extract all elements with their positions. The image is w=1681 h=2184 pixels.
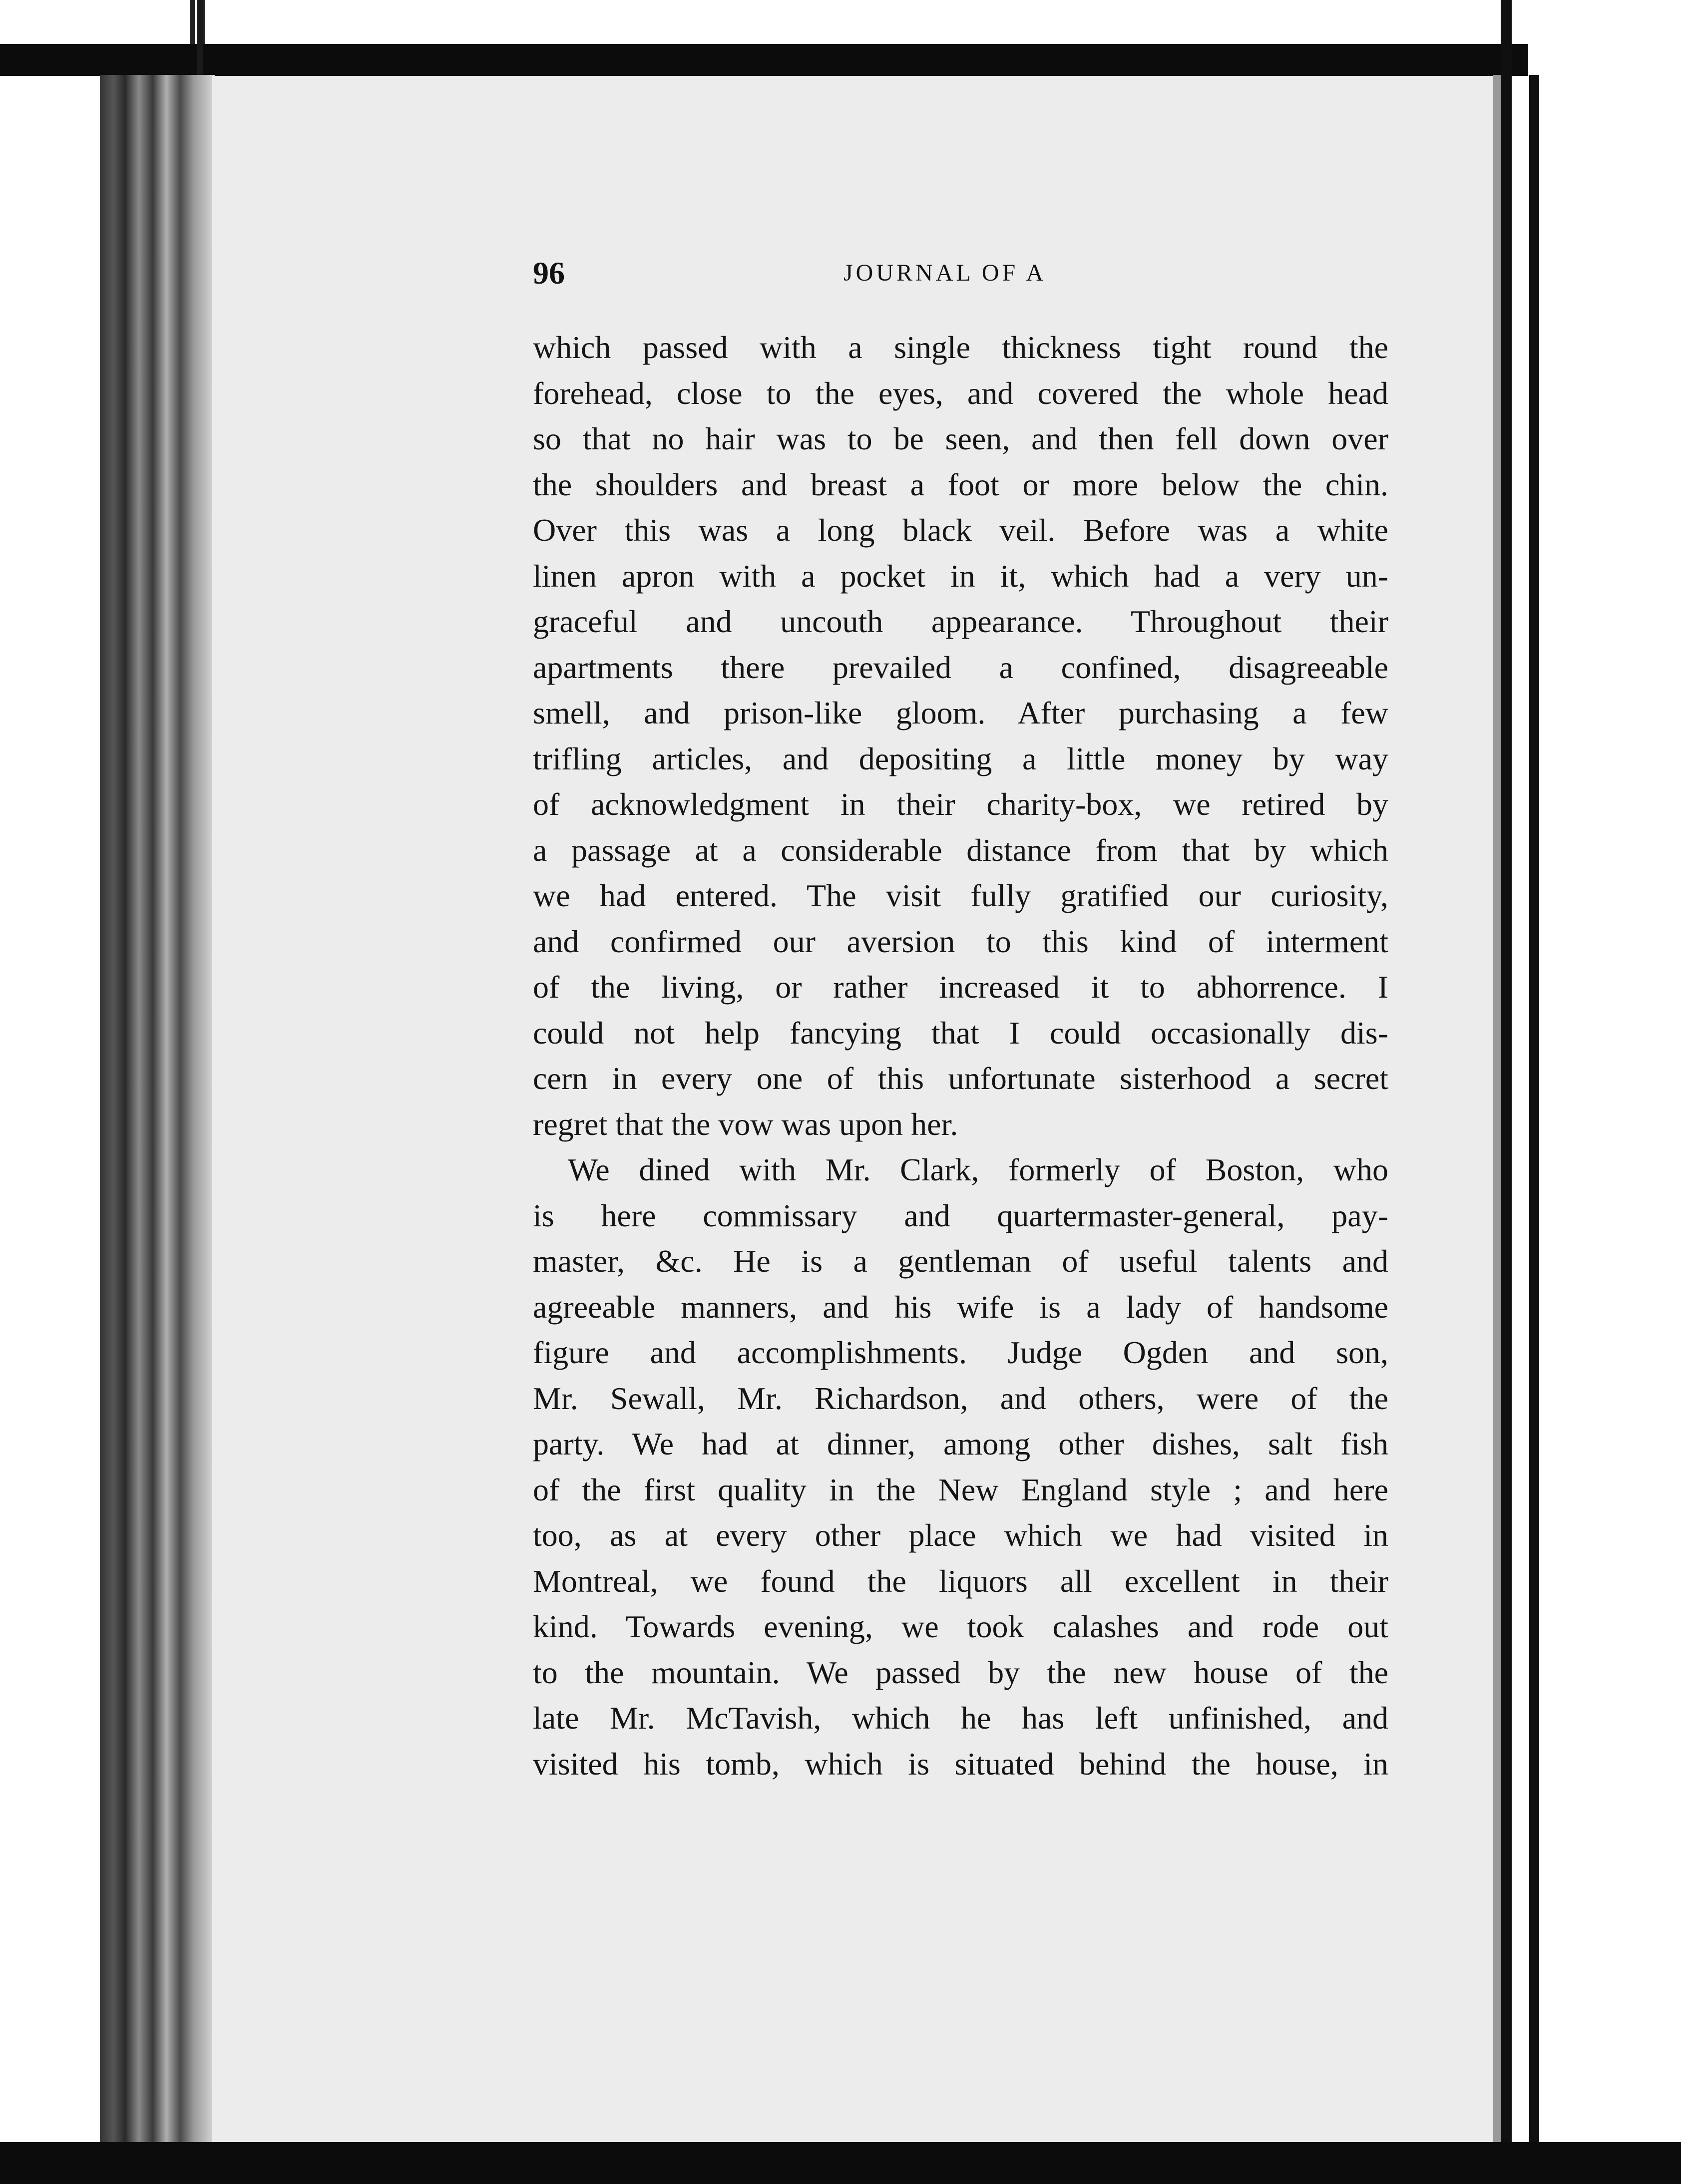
text-line: could not help fancying that I could occasionally dis- — [533, 1015, 1388, 1051]
page-number: 96 — [533, 255, 565, 291]
text-line: cern in every one of this unfortunate sisterhood a secret — [533, 1061, 1388, 1096]
text-line: of the first quality in the New England style ; and here — [533, 1471, 1388, 1507]
text-line: Over this was a long black veil. Before was a white — [533, 512, 1388, 548]
text-line: linen apron with a pocket in it, which had a very un- — [533, 558, 1388, 594]
text-line: agreeable manners, and his wife is a lady of handsome — [533, 1289, 1388, 1325]
text-line: master, &c. He is a gentleman of useful talents and — [533, 1243, 1388, 1279]
book-spine-shadow — [100, 75, 215, 2147]
body-text — [533, 325, 1388, 1787]
film-frame-right-line-outer — [1529, 75, 1539, 2147]
text-line: a passage at a considerable distance from that by which — [533, 832, 1388, 868]
text-line: of the living, or rather increased it to abhorrence. I — [533, 969, 1388, 1005]
text-line: trifling articles, and depositing a little money by way — [533, 740, 1388, 776]
text-line: party. We had at dinner, among other dishes, salt fish — [533, 1426, 1388, 1461]
running-head — [533, 248, 1388, 298]
text-line: apartments there prevailed a confined, disagreeable — [533, 649, 1388, 685]
text-line: late Mr. McTavish, which he has left unfinished, and — [533, 1700, 1388, 1736]
text-line: so that no hair was to be seen, and then fell down over — [533, 421, 1388, 456]
text-line: Montreal, we found the liquors all excellent in their — [533, 1563, 1388, 1599]
text-line: figure and accomplishments. Judge Ogden and son, — [533, 1335, 1388, 1370]
text-line: and confirmed our aversion to this kind of interment — [533, 923, 1388, 959]
film-frame-right-line — [1501, 0, 1512, 2184]
text-line: of acknowledgment in their charity-box, we retired by — [533, 786, 1388, 822]
text-line: which passed with a single thickness tight round the — [533, 330, 1388, 365]
text-line: forehead, close to the eyes, and covered the whole head — [533, 375, 1388, 411]
film-frame-right-margin — [1528, 0, 1681, 2184]
text-line: is here commissary and quartermaster-general, pay- — [533, 1197, 1388, 1233]
text-line: the shoulders and breast a foot or more below the chin. — [533, 466, 1388, 502]
text-line: to the mountain. We passed by the new house of the — [533, 1654, 1388, 1690]
film-frame-top-border — [0, 44, 1681, 76]
running-title: JOURNAL OF A — [843, 260, 1047, 286]
text-line-paragraph-start: We dined with Mr. Clark, formerly of Boston, who — [568, 1152, 1388, 1187]
text-line: Mr. Sewall, Mr. Richardson, and others, were of the — [533, 1380, 1388, 1416]
text-line: visited his tomb, which is situated behind the house, in — [533, 1746, 1388, 1782]
text-line-paragraph-end: regret that the vow was upon her. — [533, 1106, 958, 1142]
text-line: too, as at every other place which we had visited in — [533, 1517, 1388, 1553]
text-line: kind. Towards evening, we took calashes and rode out — [533, 1609, 1388, 1644]
text-line: we had entered. The visit fully gratified our curiosity, — [533, 878, 1388, 913]
text-line: smell, and prison-like gloom. After purchasing a few — [533, 695, 1388, 730]
page-edge-shadow — [1493, 75, 1501, 2147]
text-line: graceful and uncouth appearance. Throughout their — [533, 604, 1388, 639]
film-frame-bottom-border — [0, 2142, 1681, 2184]
